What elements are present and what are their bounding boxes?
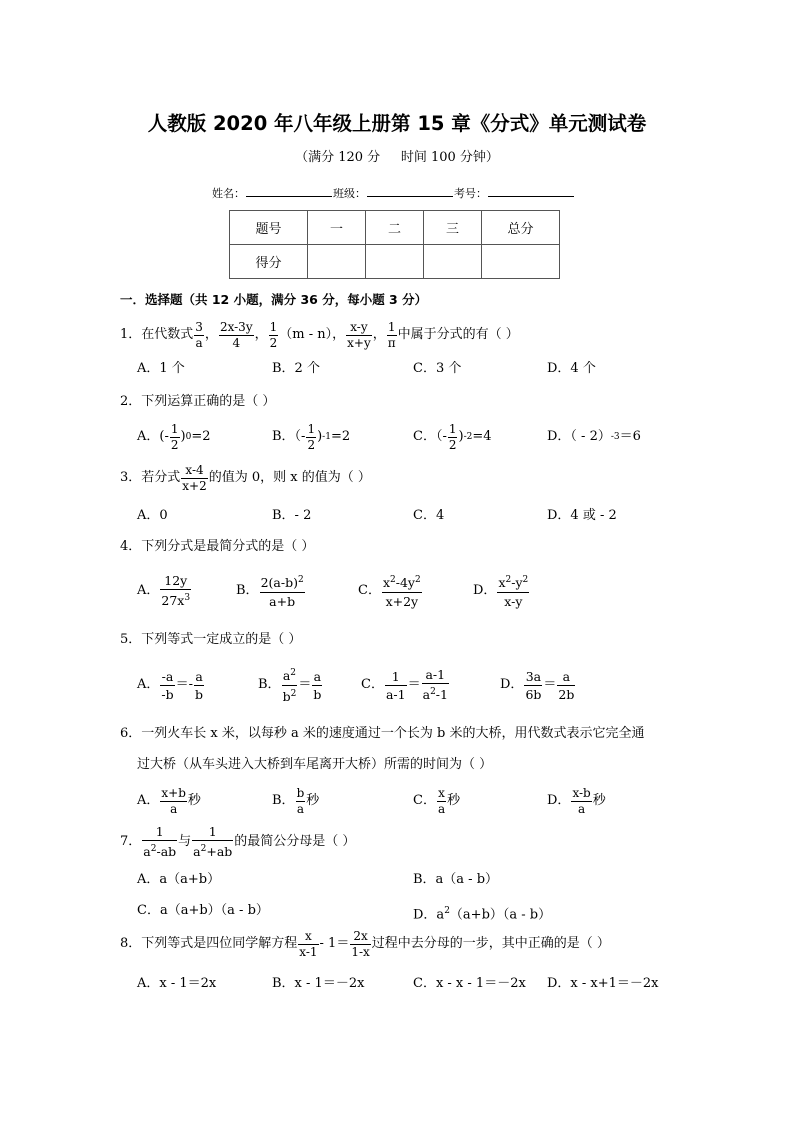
q7-prefix: 7． [120,834,142,849]
score-row-label: 得分 [230,245,308,279]
q1-option-b[interactable]: B．2 个 [272,361,320,376]
section-heading: 一．选择题（共 12 小题，满分 36 分，每小题 3 分） [120,292,428,307]
denominator: 2 [170,437,179,452]
denominator: a-1 [385,686,406,702]
exponent: 2 [430,687,436,698]
exponent: 2 [150,844,157,855]
q6-option-b[interactable] [272,783,319,819]
equals: ＝ [407,677,421,692]
denominator: a [195,335,203,350]
question-1-stem [120,317,519,353]
denominator: a [437,801,446,816]
denominator [422,684,449,703]
denominator: 2 [269,335,278,350]
option-label: C． [361,677,384,692]
term: a [422,687,431,703]
page-title: 人教版 2020 年八年级上册第 15 章《分式》单元测试卷 [147,112,647,135]
numerator: x-4 [181,463,207,479]
option-label: A． [137,793,160,808]
option-label: C．（- [413,429,447,444]
exponent: 2 [297,575,304,586]
question-3-stem [120,460,371,496]
fraction [385,668,407,703]
q5-option-a[interactable] [137,665,205,705]
numerator: -a [161,668,174,684]
term: a [193,844,201,860]
denominator: b [313,686,322,702]
numerator: 1 [307,421,316,436]
unit: 秒 [306,793,320,808]
question-8-stem [120,925,610,963]
class-field[interactable] [367,184,453,197]
denominator: a [578,801,586,816]
numerator: 1 [269,319,278,334]
numerator [382,572,422,592]
fraction [497,572,529,609]
q4-option-b[interactable] [236,571,306,611]
q3-option-d[interactable]: D．4 或 - 2 [547,508,617,523]
numerator: 3 [195,319,203,334]
numerator: 2x-3y [219,319,253,334]
denominator: 2 [448,437,457,452]
option-label: B． [258,677,281,692]
name-label: 姓名： [212,187,245,200]
denominator: b [195,686,204,702]
numerator [260,572,305,592]
score-cell[interactable] [424,245,482,279]
score-table [229,210,560,279]
fraction [448,422,458,453]
q1-prefix: 1．在代数式 [120,327,194,342]
fraction [312,668,322,703]
numerator: 1 [142,823,177,841]
question-2-stem: 2．下列运算正确的是（ ） [120,394,276,409]
fraction [422,666,449,703]
numerator: 2x [350,929,370,945]
fraction [524,668,542,703]
q5-option-d[interactable] [500,665,576,705]
fraction [282,665,298,704]
q3-fraction [181,463,207,494]
option-label: D．a [413,907,445,923]
q3-prefix: 3．若分式 [120,470,181,485]
denominator: x+2y [385,593,419,609]
q6-option-d[interactable] [547,783,606,819]
exponent: 2 [290,688,297,699]
denominator: 2b [558,686,575,702]
equals: ＝- [175,677,194,692]
option-label: C． [358,583,381,598]
q2-option-b[interactable]: B．（- $\frac{1}{2}$ ) -1 =2 [272,421,351,452]
q6-option-a[interactable] [137,783,201,819]
exponent: 0 [185,432,192,442]
numerator: x-b [572,785,591,800]
exponent: -3 [610,432,620,442]
denominator: a [170,801,178,816]
denominator: 2 [307,437,316,452]
q7-suffix: 的最简公分母是（ ） [234,834,356,849]
q8-option-a[interactable]: A．x - 1＝2x [137,976,217,991]
expr: D．（ - 2） [547,429,611,444]
numerator: 3a [525,668,542,684]
denominator [282,686,298,705]
question-6-stem-line-1: 6．一列火车长 x 米，以每秒 a 米的速度通过一个长为 b 米的大桥，用代数式表示它完全通 [120,726,645,741]
q1-suffix: 中属于分式的有（ ） [397,327,519,342]
term: a [143,844,151,860]
denominator: x-y [504,593,523,609]
numerator: 1 [170,421,179,436]
fraction [260,572,305,609]
denominator [160,590,191,609]
q1-option-c[interactable]: C．3 个 [413,361,462,376]
q4-option-a[interactable] [137,571,192,611]
numerator: 1 [448,421,457,436]
q1-option-a[interactable]: A．1 个 [137,361,185,376]
exponent: 3 [184,593,191,604]
q6-option-c[interactable] [413,783,460,819]
numerator: 12y [160,572,191,590]
score-header-cell: 总分 [482,211,560,245]
q1-expression-tail: （m - n）， [279,327,346,342]
option-label: D． [500,677,524,692]
question-7-stem [120,822,355,862]
q3-suffix: 的值为 0，则 x 的值为（ ） [208,470,371,485]
fraction [194,668,204,703]
q5-option-b[interactable] [258,665,323,705]
term: +ab [206,844,233,860]
score-table-score-row [230,245,560,279]
exponent: 2 [522,575,529,586]
unit: 秒 [447,793,461,808]
denominator: π [387,335,396,350]
score-cell[interactable] [308,245,366,279]
number-label: 考号： [454,187,487,200]
q3-option-c[interactable]: C．4 [413,508,445,523]
option-label: B． [272,793,295,808]
numerator: x+b [161,785,186,800]
q7-option-a[interactable]: A．a（a+b） [137,872,221,887]
score-header-cell: 三 [424,211,482,245]
expr: =2 [330,429,351,444]
expr: - 1＝ [319,936,350,951]
exponent: 2 [200,844,207,855]
separator: ， [204,327,218,342]
numerator: a [313,668,322,684]
q8-option-d[interactable]: D．x - x+1＝－2x [547,976,659,991]
separator: ， [254,327,268,342]
numerator: 1 [385,668,407,686]
score-header-cell: 题号 [230,211,308,245]
q3-option-b[interactable]: B．- 2 [272,508,312,523]
q8-fraction-2 [350,929,370,960]
score-header-cell: 一 [308,211,366,245]
denominator: 6b [525,686,542,702]
numerator: x [438,785,445,800]
q8-prefix: 8．下列等式是四位同学解方程 [120,936,298,951]
exponent: 2 [290,668,297,679]
q7-fraction-2 [192,823,233,860]
question-4-stem: 4．下列分式是最简分式的是（ ） [120,539,315,554]
numerator: b [296,785,305,800]
question-5-stem: 5．下列等式一定成立的是（ ） [120,632,302,647]
fraction [296,786,306,817]
q7-option-c[interactable]: C．a（a+b）（a - b） [137,903,269,918]
separator: ， [372,327,386,342]
numerator: x-y [346,320,372,336]
q1-fraction-3 [269,320,279,351]
q2-option-d[interactable] [547,420,641,454]
option-label: D． [547,793,571,808]
student-info-line [212,184,575,201]
term: 2(a-b) [260,575,298,591]
exam-subtitle: （满分 120 分 时间 100 分钟） [295,150,499,165]
q2-option-a[interactable]: A． (- $\frac{1}{2}$ ) 0 =2 [137,421,211,452]
numerator: a [195,668,203,684]
q1-fraction-4 [346,320,372,351]
term: -4y [395,575,415,591]
score-table-header-row [230,211,560,245]
name-field[interactable] [246,184,332,197]
exponent: 2 [444,906,450,916]
option-label: A． [137,429,160,444]
fraction [170,422,180,453]
fraction [571,786,591,817]
question-6-stem-line-2: 过大桥（从车头进入大桥到车尾离开大桥）所需的时间为（ ） [137,757,493,772]
fraction [382,572,422,609]
denominator: a+b [269,593,296,609]
term: a [282,668,291,684]
option-label: B．（- [272,429,306,444]
term: b [282,688,291,704]
score-cell[interactable] [366,245,424,279]
option-label: A． [137,583,160,598]
denominator: 4 [232,335,241,350]
term: -ab [156,844,177,860]
q8-option-c[interactable]: C．x - x - 1＝－2x [413,976,526,991]
fraction [557,668,575,703]
denominator: x-1 [299,944,318,959]
q8-option-b[interactable]: B．x - 1＝－2x [272,976,365,991]
denominator: x+y [347,335,371,350]
denominator: -b [161,686,174,702]
q8-suffix: 过程中去分母的一步，其中正确的是（ ） [371,936,610,951]
denominator: x+2 [182,478,207,493]
term: 27x [161,593,185,609]
q3-option-a[interactable]: A．0 [137,508,168,523]
expr: =2 [191,429,211,444]
numerator: a [557,668,575,686]
expr: (- [159,429,169,444]
term: x [498,575,506,591]
numerator: 1 [192,823,233,841]
q2-option-c[interactable]: C．（- $\frac{1}{2}$ ) -2 =4 [413,421,492,452]
q1-fraction-1 [194,320,204,351]
term: -1 [435,687,448,703]
expr: =4 [472,429,492,444]
equals: ＝ [543,677,557,692]
option-label: C． [413,793,436,808]
exponent: 2 [390,575,396,586]
q7-option-b[interactable]: B．a（a - b） [413,872,499,887]
option-label: D． [473,583,497,598]
fraction [437,786,446,817]
denominator [142,841,177,860]
term: x [382,575,391,591]
q4-option-d[interactable] [473,571,530,611]
denominator: a [296,801,304,816]
numerator: 1 [387,319,396,334]
numerator [282,665,298,685]
term: -y [511,575,523,591]
score-header-cell: 二 [366,211,424,245]
number-field[interactable] [488,184,574,197]
class-label: 班级： [333,187,366,200]
exponent: -2 [463,432,473,442]
numerator [497,572,529,592]
exponent: 2 [415,575,421,586]
option-label: A． [137,677,160,692]
q8-fraction-1 [298,929,318,960]
fraction [306,422,316,453]
numerator: x [298,929,318,945]
q4-option-c[interactable] [358,571,423,611]
expr: （a+b）（a - b） [449,907,552,923]
q7-connector: 与 [178,834,192,849]
exponent: -1 [322,432,331,442]
q1-fraction-5 [387,320,397,351]
expr: ＝6 [619,429,641,444]
fraction [160,786,187,817]
denominator: 1-x [351,944,370,959]
fraction [160,668,174,703]
q7-fraction-1 [142,823,177,860]
option-label: B． [236,583,259,598]
numerator: a-1 [422,666,449,684]
unit: 秒 [592,793,606,808]
q7-option-d[interactable] [413,903,551,923]
denominator [192,841,233,860]
fraction [160,572,191,609]
q1-option-d[interactable]: D．4 个 [547,361,596,376]
q5-option-c[interactable] [361,665,450,705]
unit: 秒 [187,793,201,808]
q1-fraction-2 [219,320,254,351]
score-cell[interactable] [482,245,560,279]
exponent: 2 [505,575,512,586]
equals: ＝ [298,677,312,692]
